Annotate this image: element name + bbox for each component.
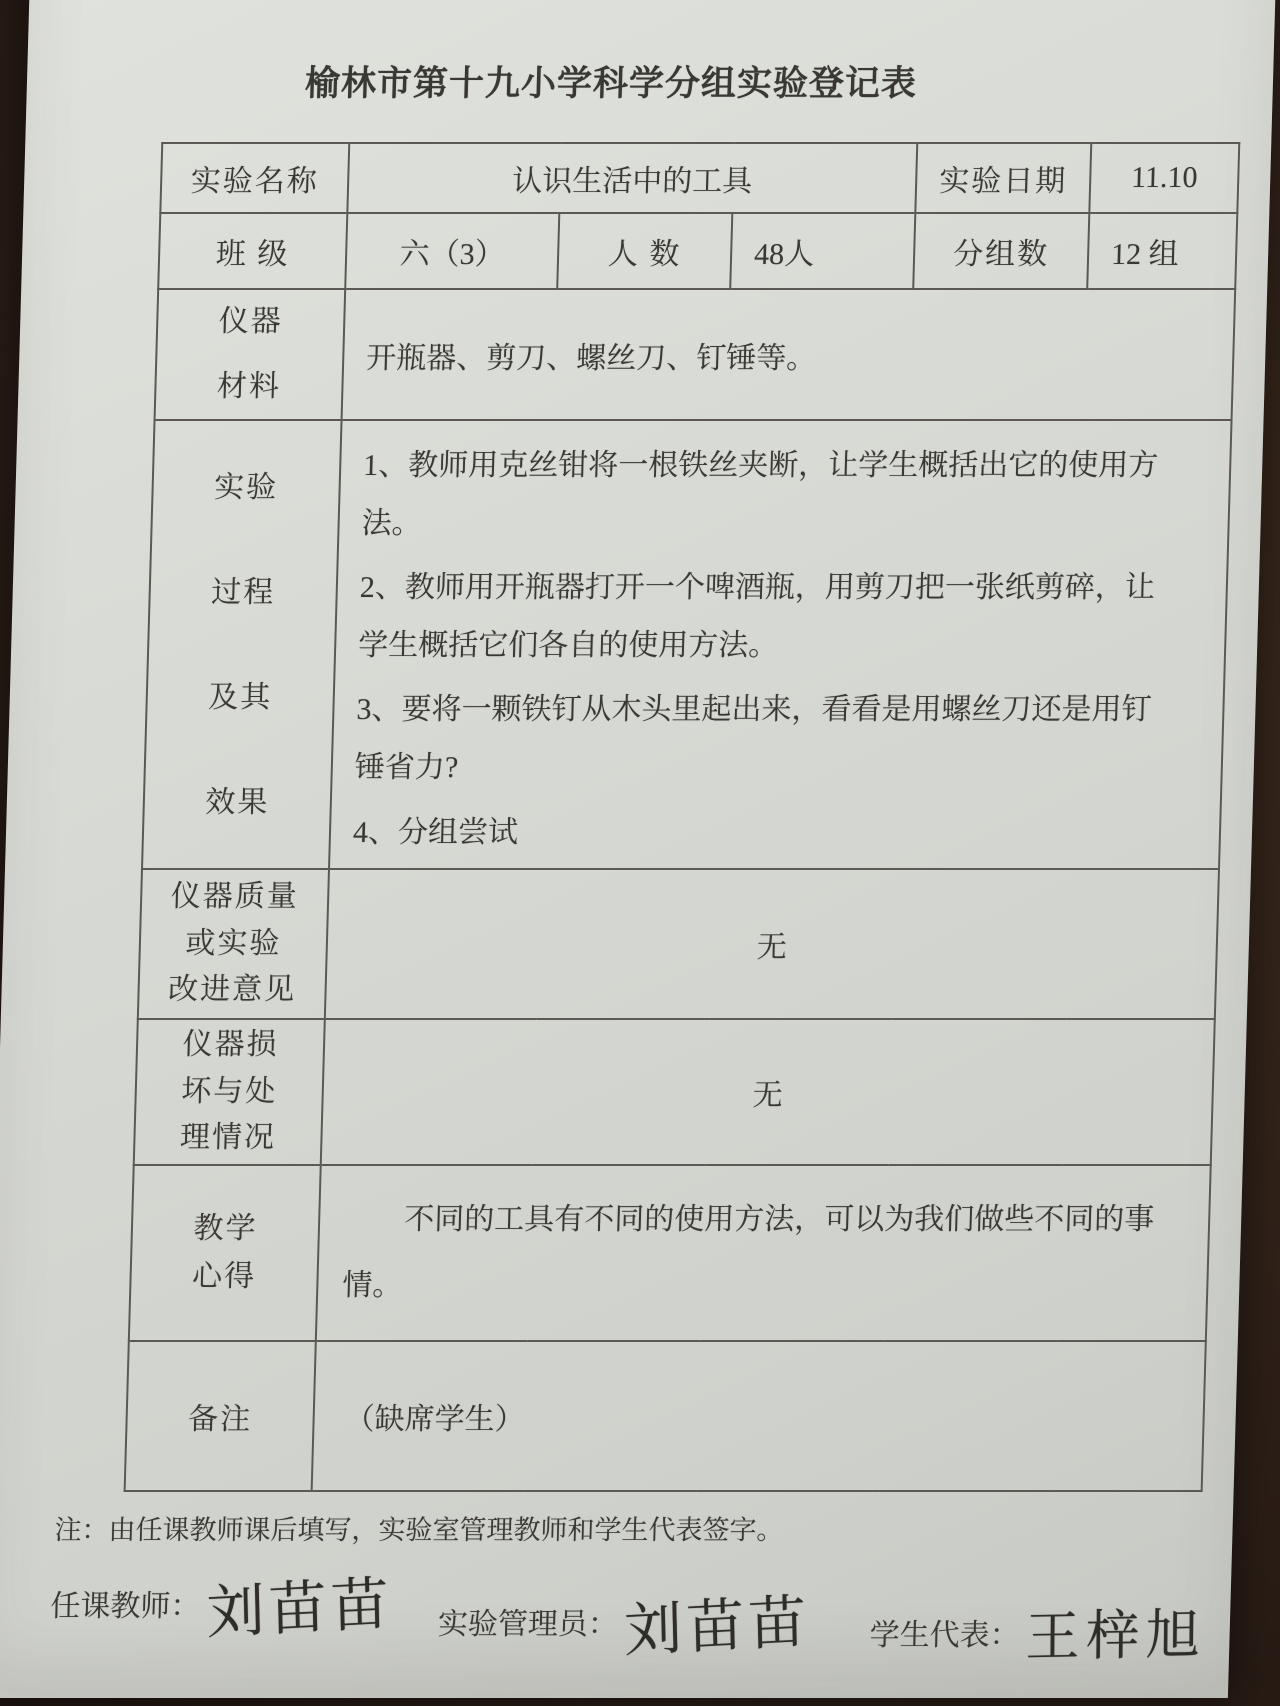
student-signature: 王梓旭 (1025, 1604, 1207, 1668)
row-damage (134, 1019, 1215, 1165)
row-class-info (158, 213, 1237, 289)
reflection-label: 教学 心得 (129, 1165, 321, 1341)
groups-value: 12 组 (1087, 213, 1237, 289)
class-label: 班 级 (158, 213, 347, 289)
experiment-form-table (124, 142, 1241, 1492)
equipment-label: 仪器 材料 (155, 289, 346, 420)
experiment-name-label: 实验名称 (160, 143, 349, 213)
damage-value: 无 (321, 1019, 1215, 1165)
experiment-date-value: 11.10 (1089, 143, 1239, 213)
process-label: 实验 过程 及其 效果 (142, 420, 342, 869)
teacher-label: 任课教师： (49, 1590, 201, 1624)
students-value: 48人 (730, 213, 915, 289)
student-label: 学生代表： (869, 1618, 1021, 1652)
row-quality (138, 869, 1219, 1019)
remarks-value: （缺席学生） (312, 1341, 1206, 1491)
experiment-date-label: 实验日期 (915, 143, 1091, 213)
student-signature-group (869, 1593, 1207, 1670)
quality-label: 仪器质量 或实验 改进意见 (138, 869, 329, 1019)
page-title: 榆林市第十九小学科学分组实验登记表 (304, 64, 918, 103)
damage-label: 仪器损 坏与处 理情况 (134, 1019, 325, 1165)
experiment-name-value: 认识生活中的工具 (347, 143, 917, 213)
teacher-signature-group (49, 1561, 393, 1645)
reflection-value: 不同的工具有不同的使用方法，可以为我们做些不同的事情。 (316, 1165, 1211, 1341)
manager-signature: 刘苗苗 (623, 1589, 811, 1664)
class-value: 六（3） (345, 213, 559, 289)
quality-value: 无 (325, 869, 1219, 1019)
process-step: 1、教师用克丝钳将一根铁丝夹断，让学生概括出它的使用方法。 (361, 449, 1159, 540)
equipment-value: 开瓶器、剪刀、螺丝刀、钉锤等。 (342, 289, 1236, 420)
students-label: 人 数 (557, 213, 732, 289)
groups-label: 分组数 (913, 213, 1089, 289)
process-value (329, 420, 1232, 869)
process-step: 4、分组尝试 (352, 815, 519, 849)
teacher-signature: 刘苗苗 (205, 1571, 394, 1646)
process-step: 3、要将一颗铁钉从木头里起出来，看看是用螺丝刀还是用钉锤省力? (354, 693, 1152, 784)
footer-note: 注：由任课教师课后填写，实验室管理教师和学生代表签字。 (54, 1515, 784, 1546)
manager-signature-group (437, 1579, 811, 1663)
manager-label: 实验管理员： (437, 1608, 619, 1642)
remarks-label: 备注 (125, 1341, 316, 1491)
row-experiment-name (160, 143, 1239, 213)
row-process (142, 420, 1232, 869)
signature-row (49, 1553, 1232, 1670)
row-remarks (125, 1341, 1206, 1491)
row-equipment (155, 289, 1236, 420)
process-step: 2、教师用开瓶器打开一个啤酒瓶，用剪刀把一张纸剪碎，让学生概括它们各自的使用方法。 (357, 571, 1156, 662)
row-reflection (129, 1165, 1211, 1341)
